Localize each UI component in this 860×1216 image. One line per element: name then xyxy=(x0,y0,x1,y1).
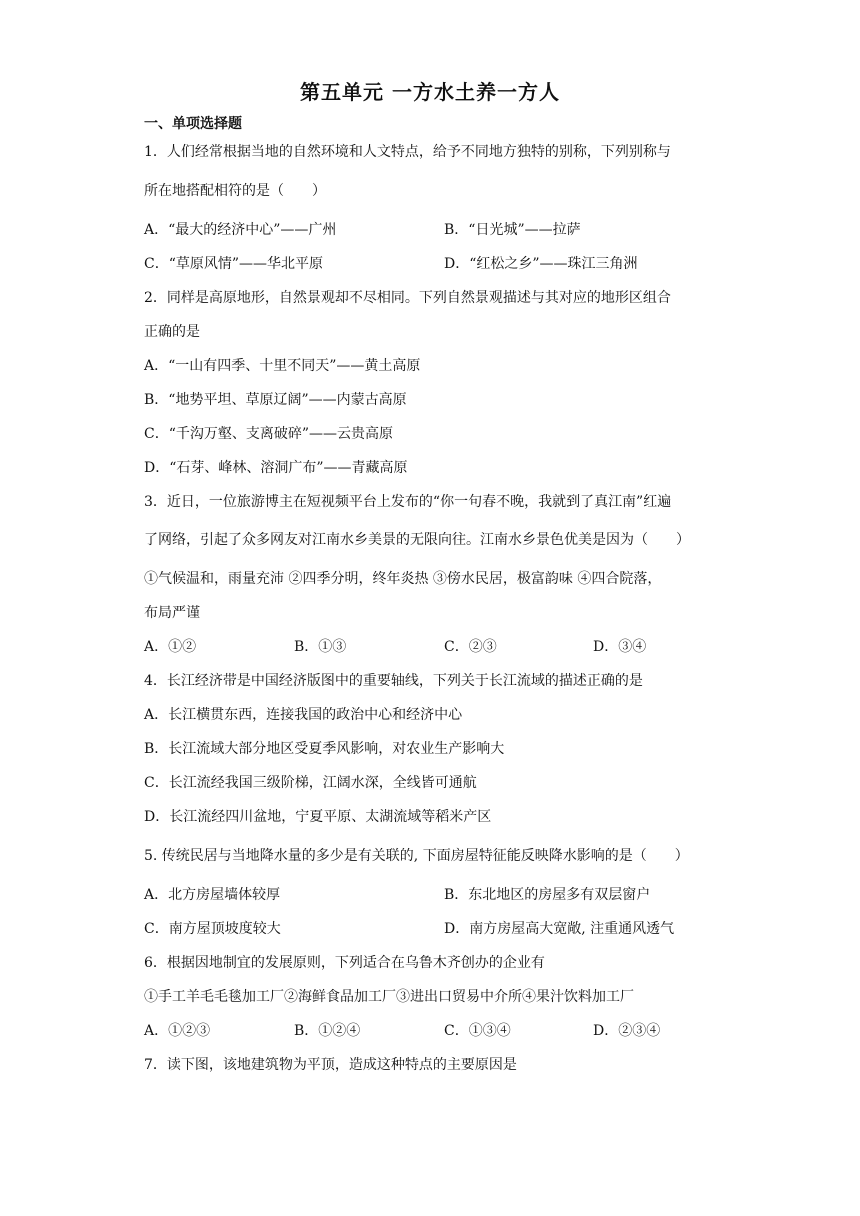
question-1-option-c: C．“草原风情”——华北平原 xyxy=(144,256,324,272)
question-2-text-cont: 正确的是 xyxy=(144,324,200,340)
question-2-option-c: C．“千沟万壑、支离破碎”——云贵高原 xyxy=(144,426,394,442)
question-5-text: 5. 传统民居与当地降水量的多少是有关联的, 下面房屋特征能反映降水影响的是（ ） xyxy=(144,848,689,864)
page-title: 第五单元 一方水土养一方人 xyxy=(300,80,560,104)
question-4-option-b: B．长江流域大部分地区受夏季风影响，对农业生产影响大 xyxy=(144,741,505,757)
question-6-option-c: C．①③④ xyxy=(444,1023,511,1039)
question-6-option-b: B．①②④ xyxy=(294,1023,361,1039)
question-3-option-b: B．①③ xyxy=(294,639,347,655)
question-5-option-c: C．南方屋顶坡度较大 xyxy=(144,921,281,937)
question-1-option-d: D．“红松之乡”——珠江三角洲 xyxy=(444,256,638,272)
question-1-text-cont: 所在地搭配相符的是（ ） xyxy=(144,183,326,199)
question-6-option-a: A．①②③ xyxy=(144,1023,211,1039)
question-3-option-c: C．②③ xyxy=(444,639,497,655)
question-4-option-c: C．长江流经我国三级阶梯，江阔水深，全线皆可通航 xyxy=(144,775,477,791)
question-6-option-d: D．②③④ xyxy=(593,1023,661,1039)
section-heading: 一、单项选择题 xyxy=(144,116,242,132)
question-1-text: 1．人们经常根据当地的自然环境和人文特点，给予不同地方独特的别称，下列别称与 xyxy=(144,144,671,160)
question-4-option-a: A．长江横贯东西，连接我国的政治中心和经济中心 xyxy=(144,707,463,723)
question-5-option-b: B．东北地区的房屋多有双层窗户 xyxy=(444,887,651,903)
question-6-text: 6．根据因地制宜的发展原则，下列适合在乌鲁木齐创办的企业有 xyxy=(144,955,545,971)
question-2-option-d: D．“石芽、峰林、溶洞广布”——青藏高原 xyxy=(144,460,408,476)
question-3-statements-cont: 布局严谨 xyxy=(144,605,200,621)
question-3-text: 3．近日，一位旅游博主在短视频平台上发布的“你一句春不晚，我就到了真江南”红遍 xyxy=(144,494,672,510)
question-5-option-a: A．北方房屋墙体较厚 xyxy=(144,887,281,903)
question-2-option-b: B．“地势平坦、草原辽阔”——内蒙古高原 xyxy=(144,392,407,408)
question-3-text-cont: 了网络，引起了众多网友对江南水乡美景的无限向往。江南水乡景色优美是因为（ ） xyxy=(144,532,690,548)
question-7-text: 7．读下图，该地建筑物为平顶，造成这种特点的主要原因是 xyxy=(144,1057,517,1073)
question-3-option-a: A．①② xyxy=(144,639,197,655)
question-4-text: 4．长江经济带是中国经济版图中的重要轴线，下列关于长江流域的描述正确的是 xyxy=(144,673,643,689)
question-3-statements: ①气候温和，雨量充沛 ②四季分明，终年炎热 ③傍水民居，极富韵味 ④四合院落， xyxy=(144,571,662,587)
question-3-option-d: D．③④ xyxy=(593,639,647,655)
question-5-option-d: D．南方房屋高大宽敞, 注重通风透气 xyxy=(444,921,675,937)
question-4-option-d: D．长江流经四川盆地，宁夏平原、太湖流域等稻米产区 xyxy=(144,809,492,825)
question-1-option-b: B．“日光城”——拉萨 xyxy=(444,222,581,238)
question-6-statements: ①手工羊毛毛毯加工厂②海鲜食品加工厂③进出口贸易中介所④果汁饮料加工厂 xyxy=(144,989,634,1005)
question-1-option-a: A．“最大的经济中心”——广州 xyxy=(144,222,337,238)
question-2-text: 2．同样是高原地形，自然景观却不尽相同。下列自然景观描述与其对应的地形区组合 xyxy=(144,290,671,306)
question-2-option-a: A．“一山有四季、十里不同天”——黄土高原 xyxy=(144,358,421,374)
